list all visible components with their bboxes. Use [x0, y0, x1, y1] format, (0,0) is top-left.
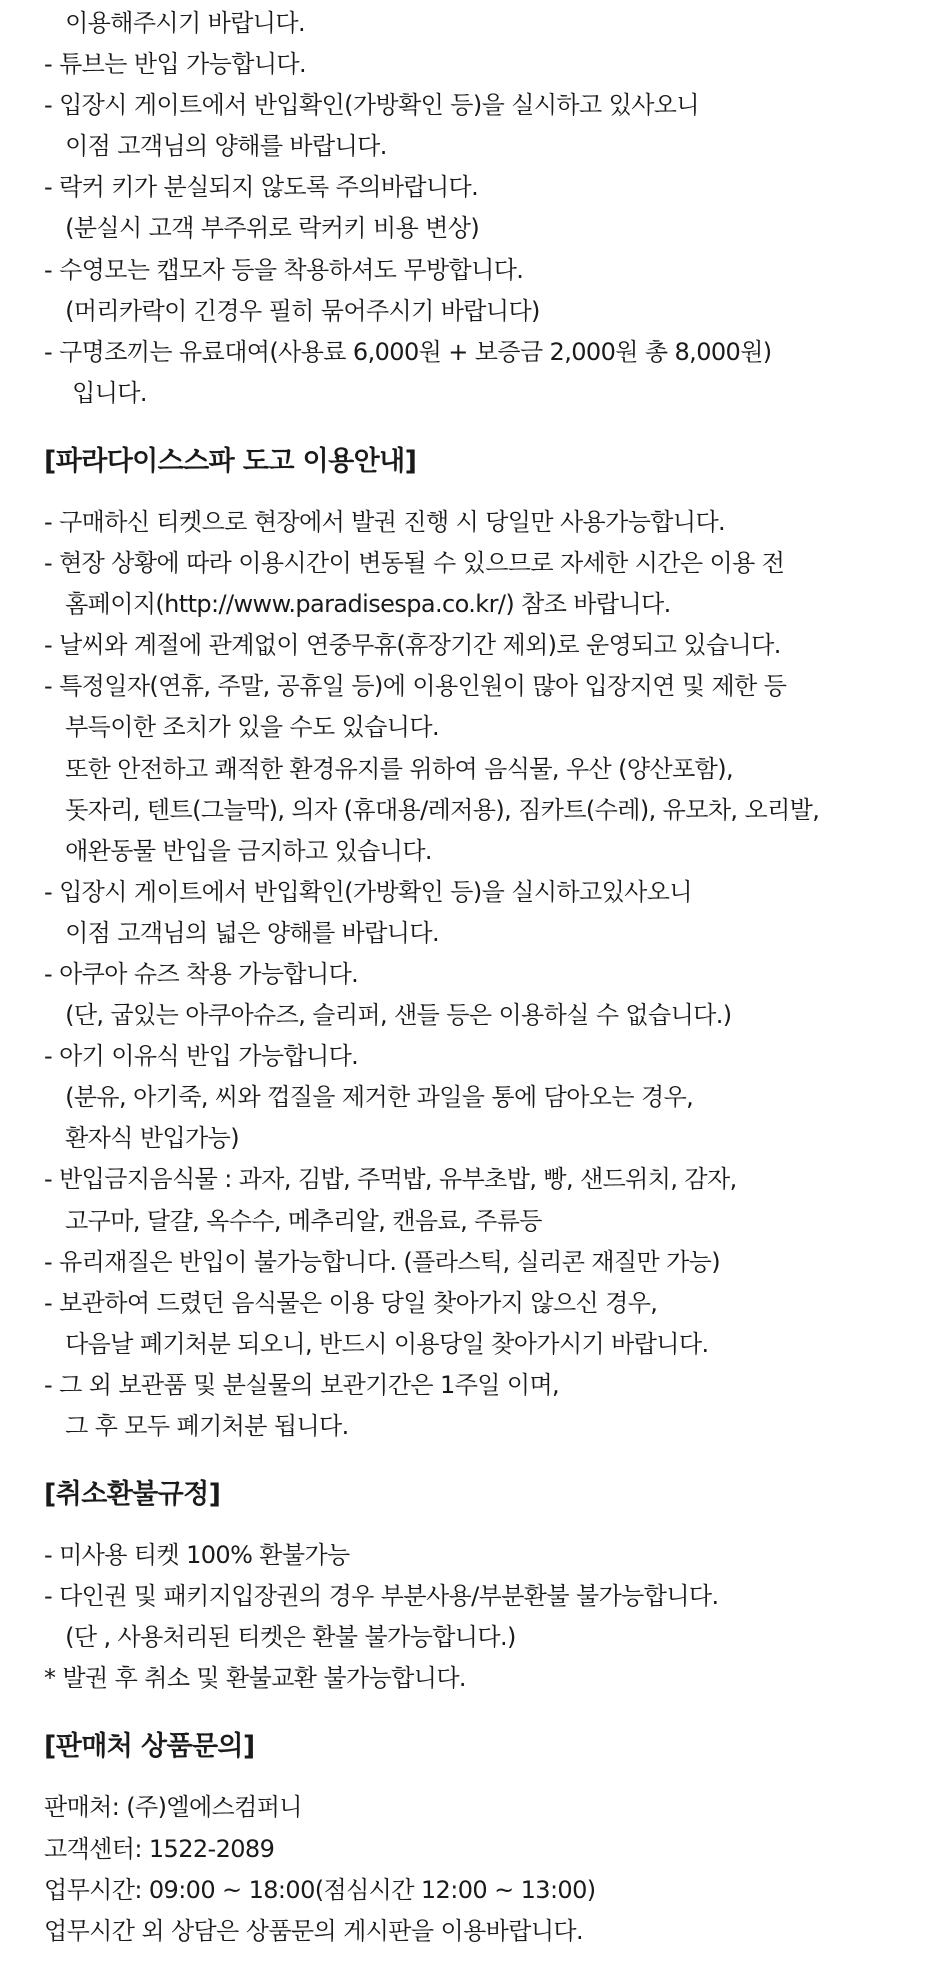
- notice-line: - 유리재질은 반입이 불가능합니다. (플라스틱, 실리콘 재질만 가능): [44, 1247, 721, 1276]
- section-title: [파라다이스스파 도고 이용안내]: [44, 445, 417, 477]
- notice-line: - 다인권 및 패키지입장권의 경우 부분사용/부분환불 불가능합니다.: [44, 1582, 719, 1611]
- notice-line: 이용해주시기 바랍니다.: [44, 9, 305, 37]
- notice-line: 또한 안전하고 쾌적한 환경유지를 위하여 음식물, 우산 (양산포함),: [44, 754, 734, 783]
- intro-section: [44, 3, 950, 414]
- seller-inquiry-section: [44, 1721, 950, 1951]
- notice-line: - 구매하신 티켓으로 현장에서 발권 진행 시 당일만 사용가능합니다.: [44, 507, 726, 536]
- notice-line: 애완동물 반입을 금지하고 있습니다.: [44, 836, 432, 865]
- notice-line: 돗자리, 텐트(그늘막), 의자 (휴대용/레저용), 짐카트(수레), 유모차, 오리발,: [44, 795, 820, 824]
- business-hours: 업무시간: 09:00 ~ 18:00(점심시간 12:00 ~ 13:00): [44, 1875, 596, 1904]
- notice-line: * 발권 후 취소 및 환불교환 불가능합니다.: [44, 1664, 466, 1693]
- notice-line: - 반입금지음식물 : 과자, 김밥, 주먹밥, 유부초밥, 빵, 샌드위치, 감자,: [44, 1165, 737, 1194]
- notice-line: (단, 굽있는 아쿠아슈즈, 슬리퍼, 샌들 등은 이용하실 수 없습니다.): [44, 1001, 732, 1030]
- notice-line: - 수영모는 캡모자 등을 착용하셔도 무방합니다.: [44, 255, 524, 284]
- notice-line: 그 후 모두 폐기처분 됩니다.: [44, 1412, 349, 1440]
- notice-line: - 그 외 보관품 및 분실물의 보관기간은 1주일 이며,: [44, 1370, 560, 1399]
- notice-line: 입니다.: [44, 378, 147, 407]
- notice-line: - 입장시 게이트에서 반입확인(가방확인 등)을 실시하고 있사오니: [44, 91, 699, 120]
- notice-line: (머리카락이 긴경우 필히 묶어주시기 바랍니다): [44, 296, 540, 325]
- notice-line: 고구마, 달걀, 옥수수, 메추리알, 캔음료, 주류등: [44, 1206, 542, 1235]
- notice-line: 이점 고객님의 넓은 양해를 바랍니다.: [44, 918, 439, 947]
- notice-line: 환자식 반입가능): [44, 1124, 239, 1153]
- notice-line: - 현장 상황에 따라 이용시간이 변동될 수 있으므로 자세한 시간은 이용 전: [44, 549, 785, 578]
- notice-line: 이점 고객님의 양해를 바랍니다.: [44, 132, 387, 161]
- dogo-guide-section: [44, 436, 950, 1447]
- notice-line: (분유, 아기죽, 씨와 껍질을 제거한 과일을 통에 담아오는 경우,: [44, 1083, 694, 1112]
- notice-line: - 미사용 티켓 100% 환불가능: [44, 1541, 350, 1570]
- seller-name: 판매처: (주)엘에스컴퍼니: [44, 1793, 302, 1822]
- refund-policy-section: [44, 1469, 950, 1699]
- customer-center-phone: 고객센터: 1522-2089: [44, 1834, 275, 1863]
- notice-line: - 특정일자(연휴, 주말, 공휴일 등)에 이용인원이 많아 입장지연 및 제한 등: [44, 672, 787, 701]
- section-title: [판매처 상품문의]: [44, 1731, 255, 1763]
- notice-line: 부득이한 조치가 있을 수도 있습니다.: [44, 713, 439, 742]
- notice-line: - 락커 키가 분실되지 않도록 주의바랍니다.: [44, 173, 479, 202]
- notice-line: (분실시 고객 부주위로 락커키 비용 변상): [44, 214, 480, 243]
- notice-line: - 아기 이유식 반입 가능합니다.: [44, 1042, 359, 1071]
- section-title: [취소환불규정]: [44, 1479, 221, 1511]
- notice-line: - 구명조끼는 유료대여(사용료 6,000원 + 보증금 2,000원 총 8,000원): [44, 337, 772, 366]
- notice-line: - 날씨와 계절에 관계없이 연중무휴(휴장기간 제외)로 운영되고 있습니다.: [44, 631, 781, 660]
- notice-line: 다음날 폐기처분 되오니, 반드시 이용당일 찾아가시기 바랍니다.: [44, 1329, 709, 1358]
- notice-line: - 입장시 게이트에서 반입확인(가방확인 등)을 실시하고있사오니: [44, 877, 692, 906]
- notice-line: - 보관하여 드렸던 음식물은 이용 당일 찾아가지 않으신 경우,: [44, 1288, 658, 1317]
- notice-line: - 튜브는 반입 가능합니다.: [44, 50, 307, 79]
- notice-line: 홈페이지(http://www.paradisespa.co.kr/) 참조 바랍니다.: [44, 590, 671, 619]
- notice-line: - 아쿠아 슈즈 착용 가능합니다.: [44, 959, 359, 988]
- after-hours-notice: 업무시간 외 상담은 상품문의 게시판을 이용바랍니다.: [44, 1916, 584, 1945]
- notice-line: (단 , 사용처리된 티켓은 환불 불가능합니다.): [44, 1623, 516, 1652]
